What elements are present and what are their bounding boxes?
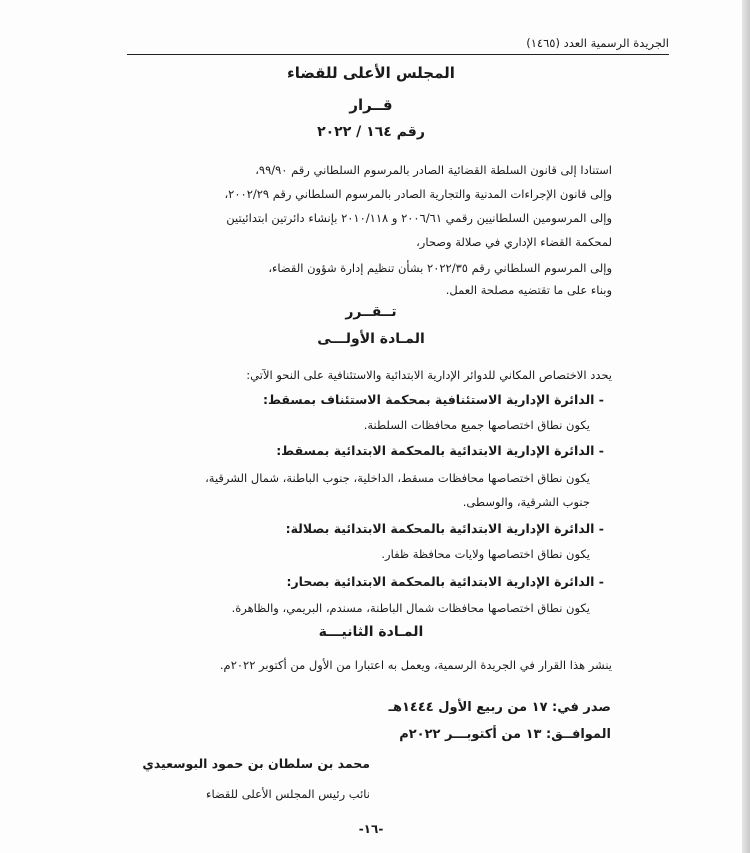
circuit-title: - الدائرة الإدارية الابتدائية بالمحكمة الابتدائية بصلالة: (285, 521, 604, 536)
issuer-title: المجلس الأعلى للقضاء (287, 64, 455, 82)
preamble-line: وإلى المرسوم السلطاني رقم ٢٠٢٢/٣٥ بشأن تنظيم إدارة شؤون القضاء، (268, 261, 612, 275)
decides-heading: تــقــرر (345, 304, 397, 320)
circuit-title: - الدائرة الإدارية الابتدائية بالمحكمة الابتدائية بصحار: (286, 574, 604, 589)
article-1-intro: يحدد الاختصاص المكاني للدوائر الإدارية الابتدائية والاستئنافية على النحو الآتي: (246, 368, 612, 382)
circuit-body: يكون نطاق اختصاصها ولايات محافظة ظفار. (381, 547, 590, 561)
circuit-body: جنوب الشرقية، والوسطى. (462, 495, 590, 509)
gazette-header (127, 32, 669, 55)
preamble-line: لمحكمة القضاء الإداري في صلالة وصحار، (416, 235, 612, 249)
preamble-line: وإلى قانون الإجراءات المدنية والتجارية الصادر بالمرسوم السلطاني رقم ٢٠٠٢/٢٩، (224, 187, 612, 201)
preamble-line: وبناء على ما تقتضيه مصلحة العمل. (445, 283, 612, 297)
page-number: -١٦- (358, 822, 384, 836)
page-edge-shadow (742, 0, 750, 853)
circuit-body: يكون نطاق اختصاصها جميع محافظات السلطنة. (363, 418, 590, 432)
preamble-line: استنادا إلى قانون السلطة القضائية الصادر بالمرسوم السلطاني رقم ٩٩/٩٠، (255, 163, 612, 177)
article-2-text: ينشر هذا القرار في الجريدة الرسمية، ويعمل به اعتبارا من الأول من أكتوبر ٢٠٢٢م. (219, 658, 612, 672)
gazette-issue-label: الجريدة الرسمية العدد (١٤٦٥) (526, 36, 669, 50)
doc-type-title: قــرار (349, 96, 393, 114)
signatory-name: محمد بن سلطان بن حمود البوسعيدي (142, 756, 370, 771)
circuit-title: - الدائرة الإدارية الاستئنافية بمحكمة الاستئناف بمسقط: (262, 392, 604, 407)
circuit-body: يكون نطاق اختصاصها محافظات مسقط، الداخلية، جنوب الباطنة، شمال الشرقية، (205, 471, 590, 485)
article-1-heading: المـادة الأولـــى (317, 331, 425, 347)
signatory-position: نائب رئيس المجلس الأعلى للقضاء (206, 787, 370, 801)
circuit-title: - الدائرة الإدارية الابتدائية بالمحكمة الابتدائية بمسقط: (276, 443, 604, 458)
article-2-heading: المـادة الثانيـــة (318, 624, 424, 640)
issue-date-hijri: صدر في: ١٧ من ربيع الأول ١٤٤٤هـ (388, 700, 611, 715)
issue-date-gregorian: الموافــق: ١٣ من أكتوبـــر ٢٠٢٢م (399, 727, 611, 742)
circuit-body: يكون نطاق اختصاصها محافظات شمال الباطنة، مسندم، البريمي، والظاهرة. (231, 601, 590, 615)
preamble-line: وإلى المرسومين السلطانيين رقمي ٢٠٠٦/٦١ و ٢٠١٠/١١٨ بإنشاء دائرتين ابتدائيتين (226, 211, 612, 225)
decision-number: رقم ١٦٤ / ٢٠٢٢ (317, 124, 425, 140)
